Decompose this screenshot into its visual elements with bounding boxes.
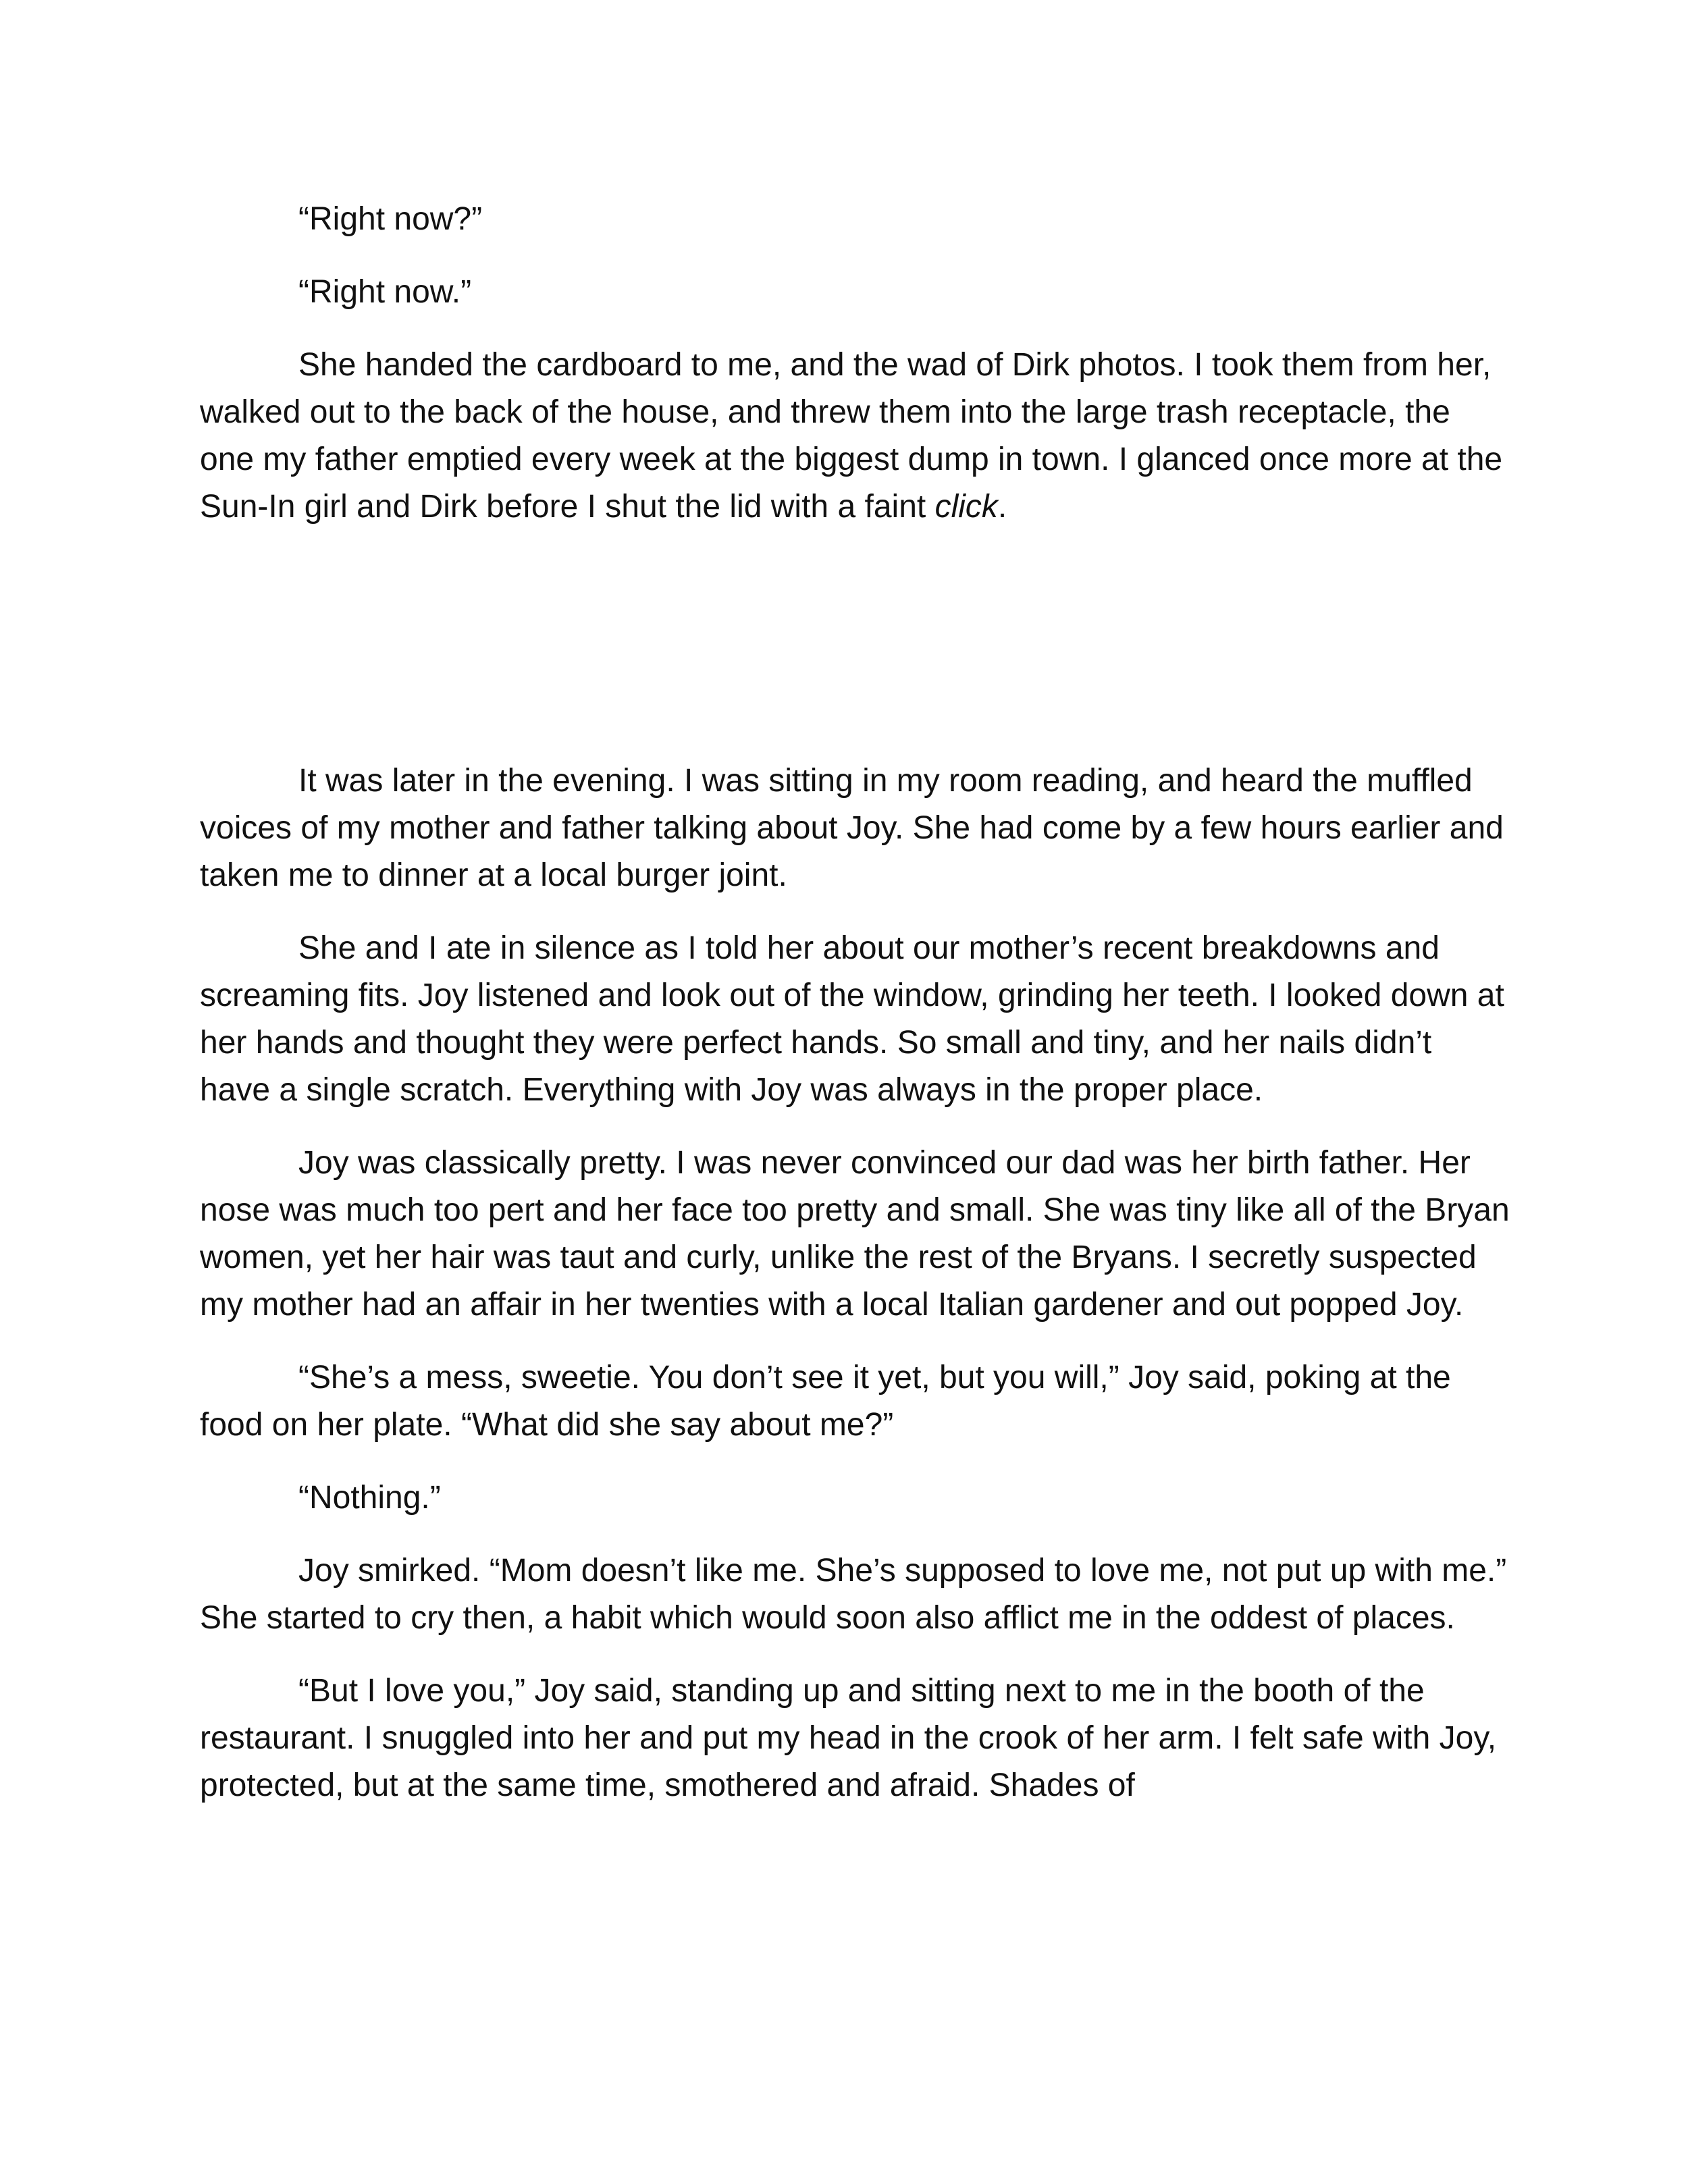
paragraph: It was later in the evening. I was sitting in my room reading, and heard the muffled voices of my mother and father talking about Joy. She had come by a few hours earlier and taken me to dinner at a local burger joint. <box>200 763 1504 893</box>
paragraph: Joy smirked. “Mom doesn’t like me. She’s supposed to love me, not put up with me.” She started to cry then, a habit which would soon also afflict me in the oddest of places. <box>200 1553 1507 1636</box>
paragraph: “Right now?” <box>298 201 483 237</box>
paragraph: “But I love you,” Joy said, standing up and sitting next to me in the booth of the restaurant. I snuggled into her and put my head in the crook of her arm. I felt safe with Joy, protected, but at the same time, smothered and afraid. Shades of <box>200 1673 1497 1803</box>
text-section-2 <box>200 757 1510 1835</box>
paragraph: “Right now.” <box>298 274 472 310</box>
paragraph: Joy was classically pretty. I was never convinced our dad was her birth father. Her nose was much too pert and her face too pretty and small. She was tiny like all of the Bryan women, yet her hair was taut and curly, unlike the rest of the Bryans. I secretly suspected my mother had an affair in her twenties with a local Italian gardener and out popped Joy. <box>200 1145 1510 1323</box>
paragraph: “She’s a mess, sweetie. You don’t see it yet, but you will,” Joy said, poking at the food on her plate. “What did she say about me?” <box>200 1360 1451 1443</box>
text-section-1 <box>200 196 1510 556</box>
paragraph <box>200 342 1510 531</box>
italic-word: click <box>934 489 998 525</box>
paragraph-text: She handed the cardboard to me, and the wad of Dirk photos. I took them from her, walked out to the back of the house, and threw them into the large trash receptacle, the one my father emptied every week at the biggest dump in town. I glanced once more at the Sun-In girl and Dirk before I shut the lid with a faint <box>200 347 1503 525</box>
paragraph-text: . <box>997 489 1007 525</box>
paragraph: “Nothing.” <box>298 1480 441 1516</box>
paragraph: She and I ate in silence as I told her about our mother’s recent breakdowns and screaming fits. Joy listened and look out of the window, grinding her teeth. I looked down at her hands and thought they were perfect hands. So small and tiny, and her nails didn’t have a single scratch. Everything with Joy was always in the proper place. <box>200 930 1504 1108</box>
